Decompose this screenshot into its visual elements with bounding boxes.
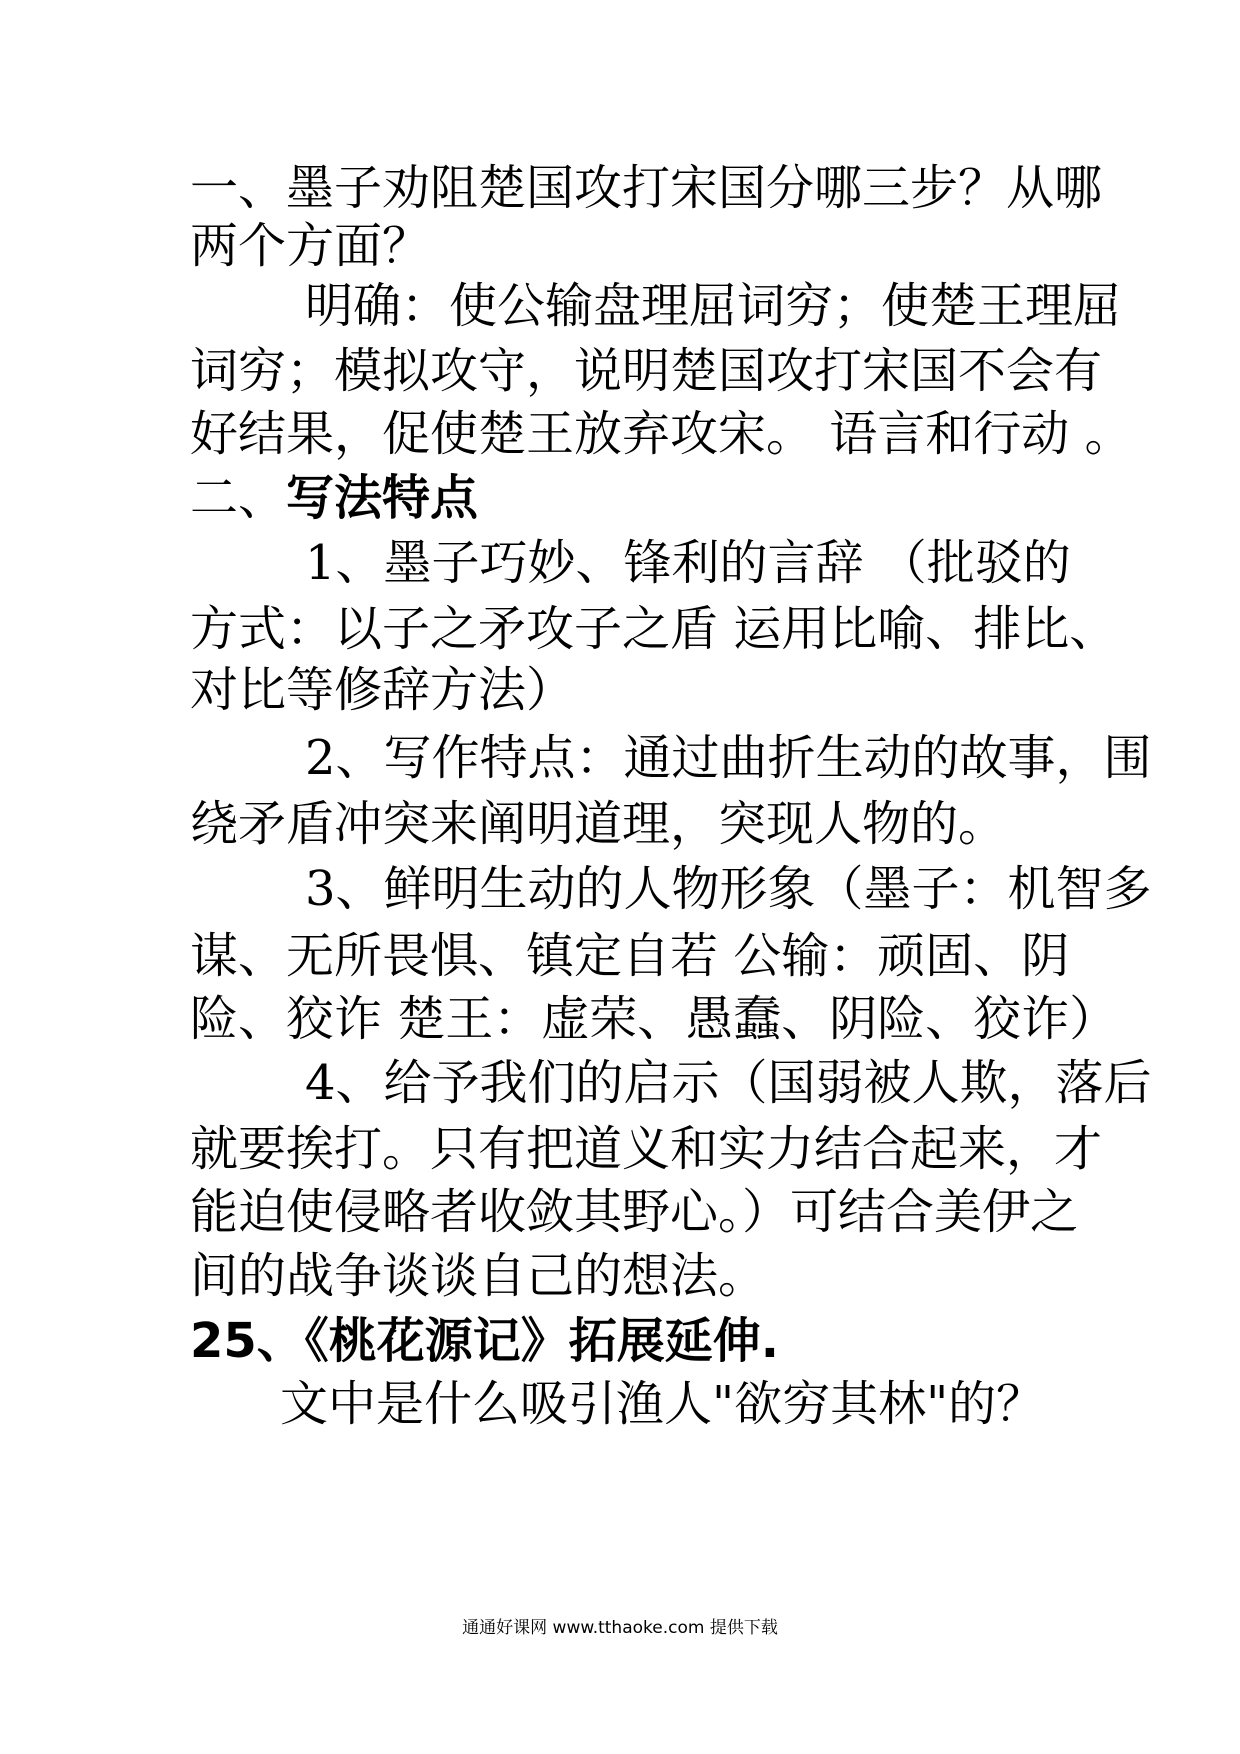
answer-line-2: 词穷；模拟攻守，说明楚国攻打宋国不会有: [190, 343, 1103, 399]
point-four-line-4: 间的战争谈谈自己的想法。: [190, 1248, 767, 1304]
answer-line-1: 明确：使公输盘理屈词穷；使楚王理屈: [305, 278, 1122, 334]
question-one-line-1: 一、墨子劝阻楚国攻打宋国分哪三步？从哪: [190, 160, 1103, 216]
section-two-heading: [190, 462, 1070, 534]
point-three-line-1: 3、鲜明生动的人物形象（墨子：机智多: [305, 861, 1152, 917]
point-one-line-3: 对比等修辞方法）: [190, 662, 575, 718]
point-one-line-1: 1、墨子巧妙、锋利的言辞 （批驳的: [305, 535, 1071, 591]
point-four-line-2: 就要挨打。只有把道义和实力结合起来，才: [190, 1121, 1103, 1177]
point-three-line-2: 谋、无所畏惧、镇定自若 公输：顽固、阴: [190, 928, 1070, 984]
point-four-line-1: 4、给予我们的启示（国弱被人欺，落后: [305, 1055, 1152, 1111]
point-two-line-1: 2、写作特点：通过曲折生动的故事，围: [305, 730, 1152, 786]
section-25-heading: 25、《桃花源记》拓展延伸.: [190, 1313, 780, 1369]
answer-line-3: 好结果，促使楚王放弃攻宋。 语言和行动 。: [190, 406, 1133, 462]
page-footer: 通通好课网 www.tthaoke.com 提供下载: [462, 1618, 778, 1638]
section-two-title: 写法特点: [286, 470, 479, 526]
question-one-line-2: 两个方面？: [190, 218, 431, 274]
point-one-line-2: 方式：以子之矛攻子之盾 运用比喻、排比、: [190, 601, 1118, 657]
point-four-line-3: 能迫使侵略者收敛其野心。）可结合美伊之: [190, 1184, 1079, 1240]
section-two-number: 二、: [190, 470, 287, 526]
point-two-line-2: 绕矛盾冲突来阐明道理，突现人物的。: [190, 796, 1007, 852]
section-25-question: 文中是什么吸引渔人"欲穷其林"的？: [280, 1376, 1045, 1432]
point-three-line-3: 险、狡诈 楚王：虚荣、愚蠢、阴险、狡诈）: [190, 991, 1118, 1047]
